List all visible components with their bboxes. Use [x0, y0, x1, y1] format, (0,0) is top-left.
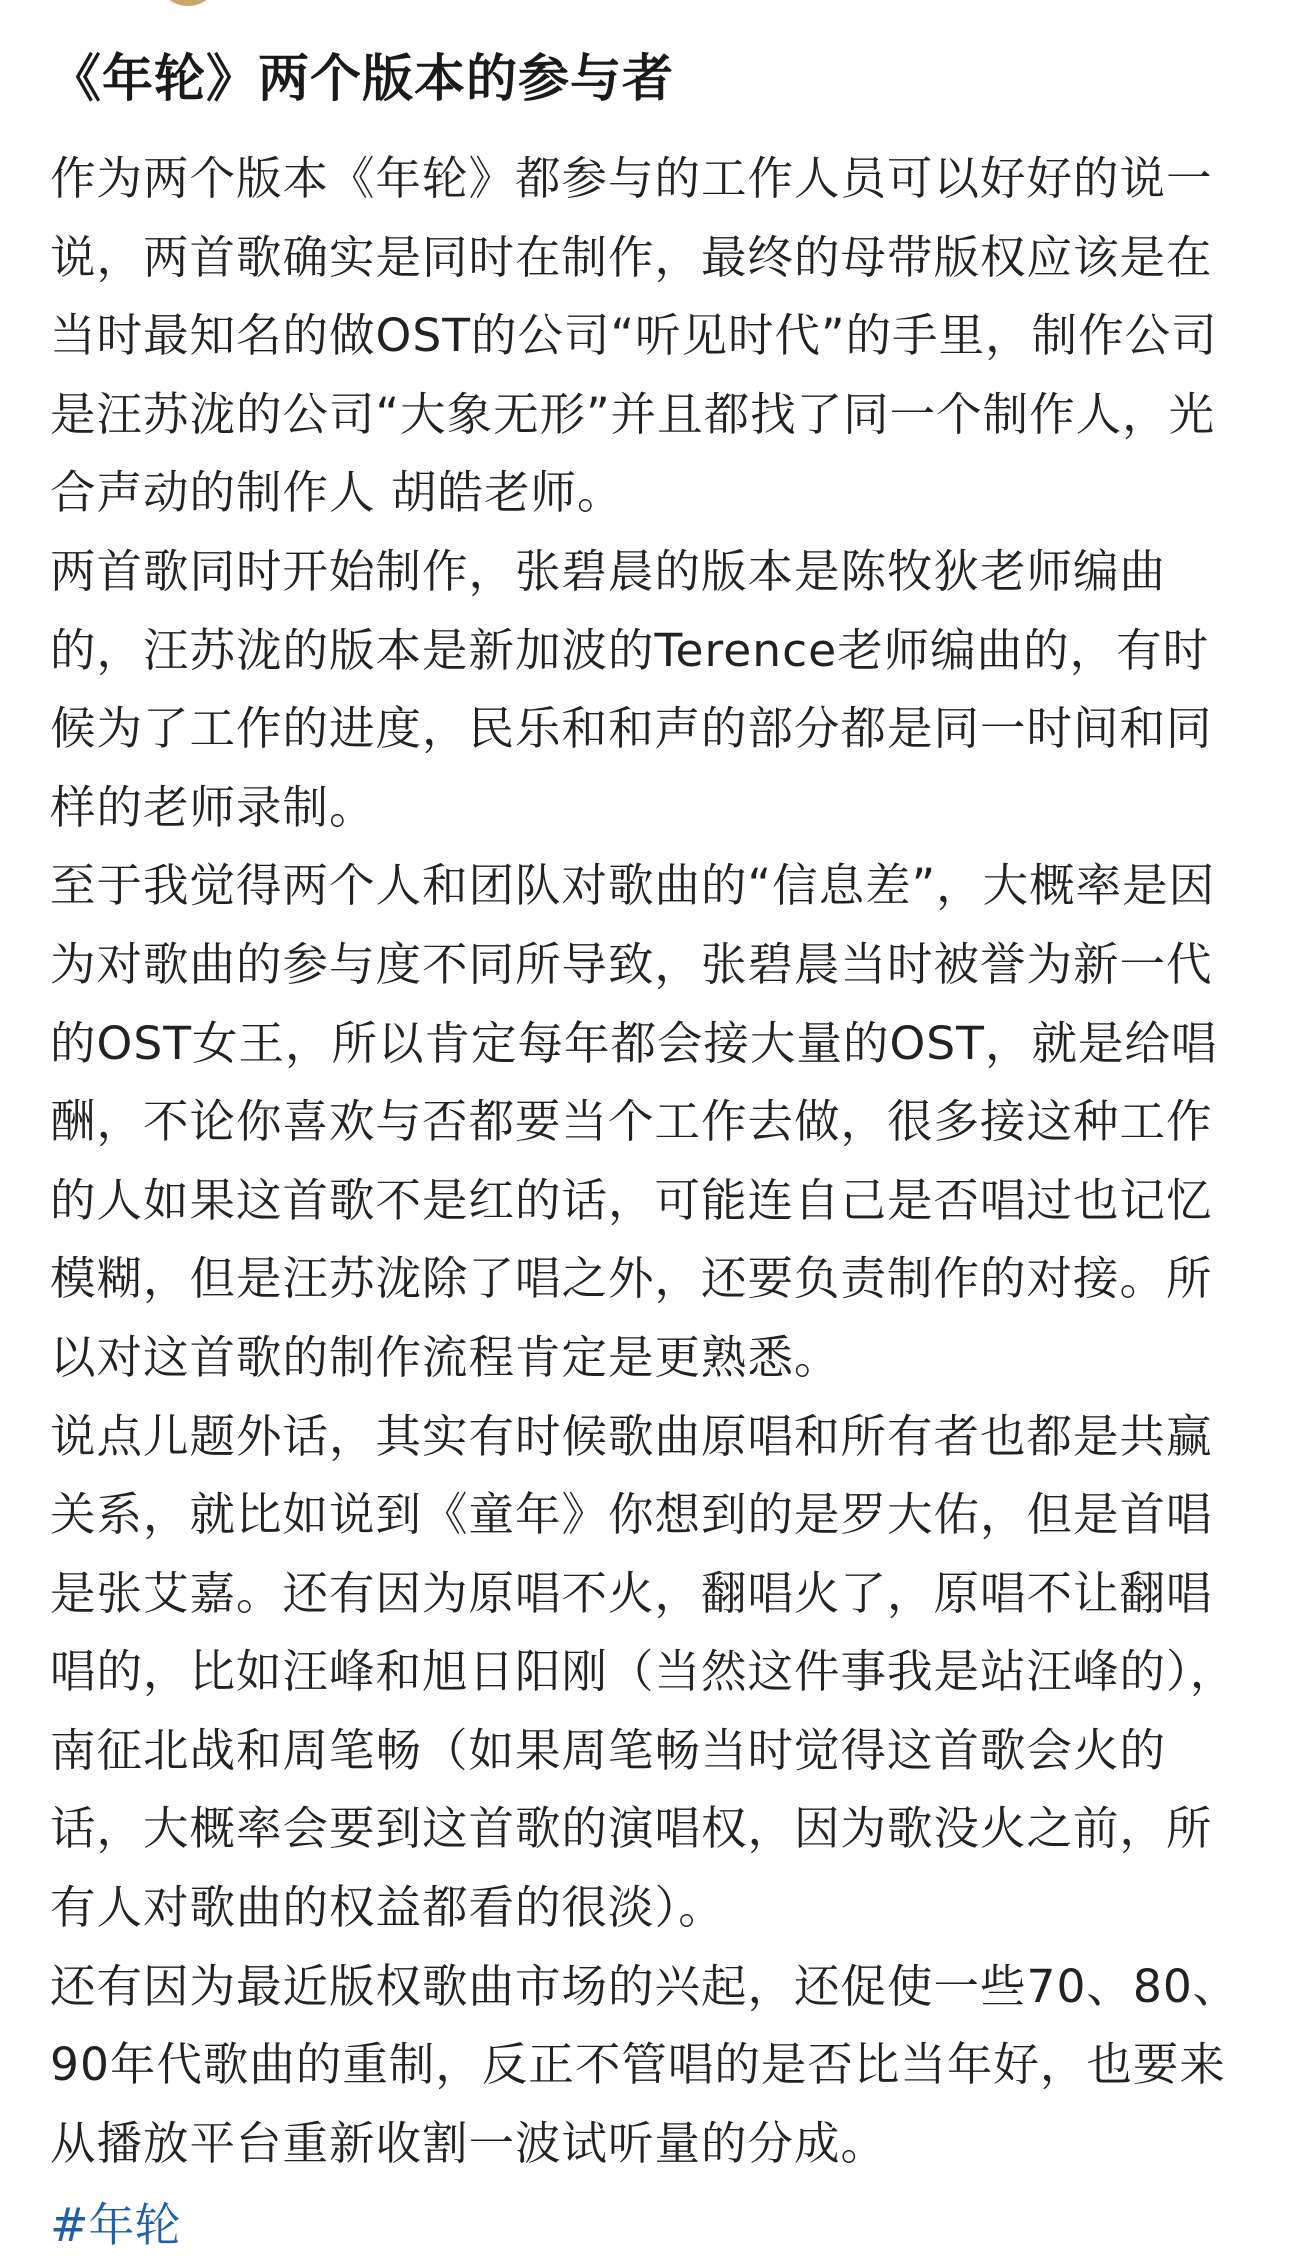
post-body: [50, 140, 1245, 2183]
hashtag-link[interactable]: #年轮: [50, 2198, 181, 2253]
avatar[interactable]: [158, 0, 218, 6]
post-paragraph: 说点儿题外话，其实有时候歌曲原唱和所有者也都是共赢关系，就比如说到《童年》你想到的是罗大佑，但是首唱是张艾嘉。还有因为原唱不火，翻唱火了，原唱不让翻唱唱的，比如汪峰和旭日阳刚（当然这件事我是站汪峰的），南征北战和周笔畅（如果周笔畅当时觉得这首歌会火的话，大概率会要到这首歌的演唱权，因为歌没火之前，所有人对歌曲的权益都看的很淡）。: [50, 1409, 1237, 1935]
post-paragraph: 作为两个版本《年轮》都参与的工作人员可以好好的说一说，两首歌确实是同时在制作，最终的母带版权应该是在当时最知名的做OST的公司“听见时代”的手里，制作公司是汪苏泷的公司“大象无形”并且都找了同一个制作人，光合声动的制作人 胡皓老师。: [50, 152, 1218, 520]
post-paragraph: 两首歌同时开始制作，张碧晨的版本是陈牧狄老师编曲的，汪苏泷的版本是新加波的Terence老师编曲的，有时候为了工作的进度，民乐和和声的部分都是同一时间和同样的老师录制。: [50, 544, 1213, 834]
post-title: 《年轮》两个版本的参与者: [50, 50, 675, 109]
post-paragraph: 至于我觉得两个人和团队对歌曲的“信息差”，大概率是因为对歌曲的参与度不同所导致，张碧晨当时被誉为新一代的OST女王，所以肯定每年都会接大量的OST，就是给唱酬，不论你喜欢与否都要当个工作去做，很多接这种工作的人如果这首歌不是红的话，可能连自己是否唱过也记忆模糊，但是汪苏泷除了唱之外，还要负责制作的对接。所以对这首歌的制作流程肯定是更熟悉。: [50, 859, 1218, 1384]
post-content: [50, 40, 1245, 2265]
post-paragraph: 还有因为最近版权歌曲市场的兴起，还促使一些70、80、90年代歌曲的重制，反正不管唱的是否比当年好，也要来从播放平台重新收割一波试听量的分成。: [50, 1959, 1240, 2170]
